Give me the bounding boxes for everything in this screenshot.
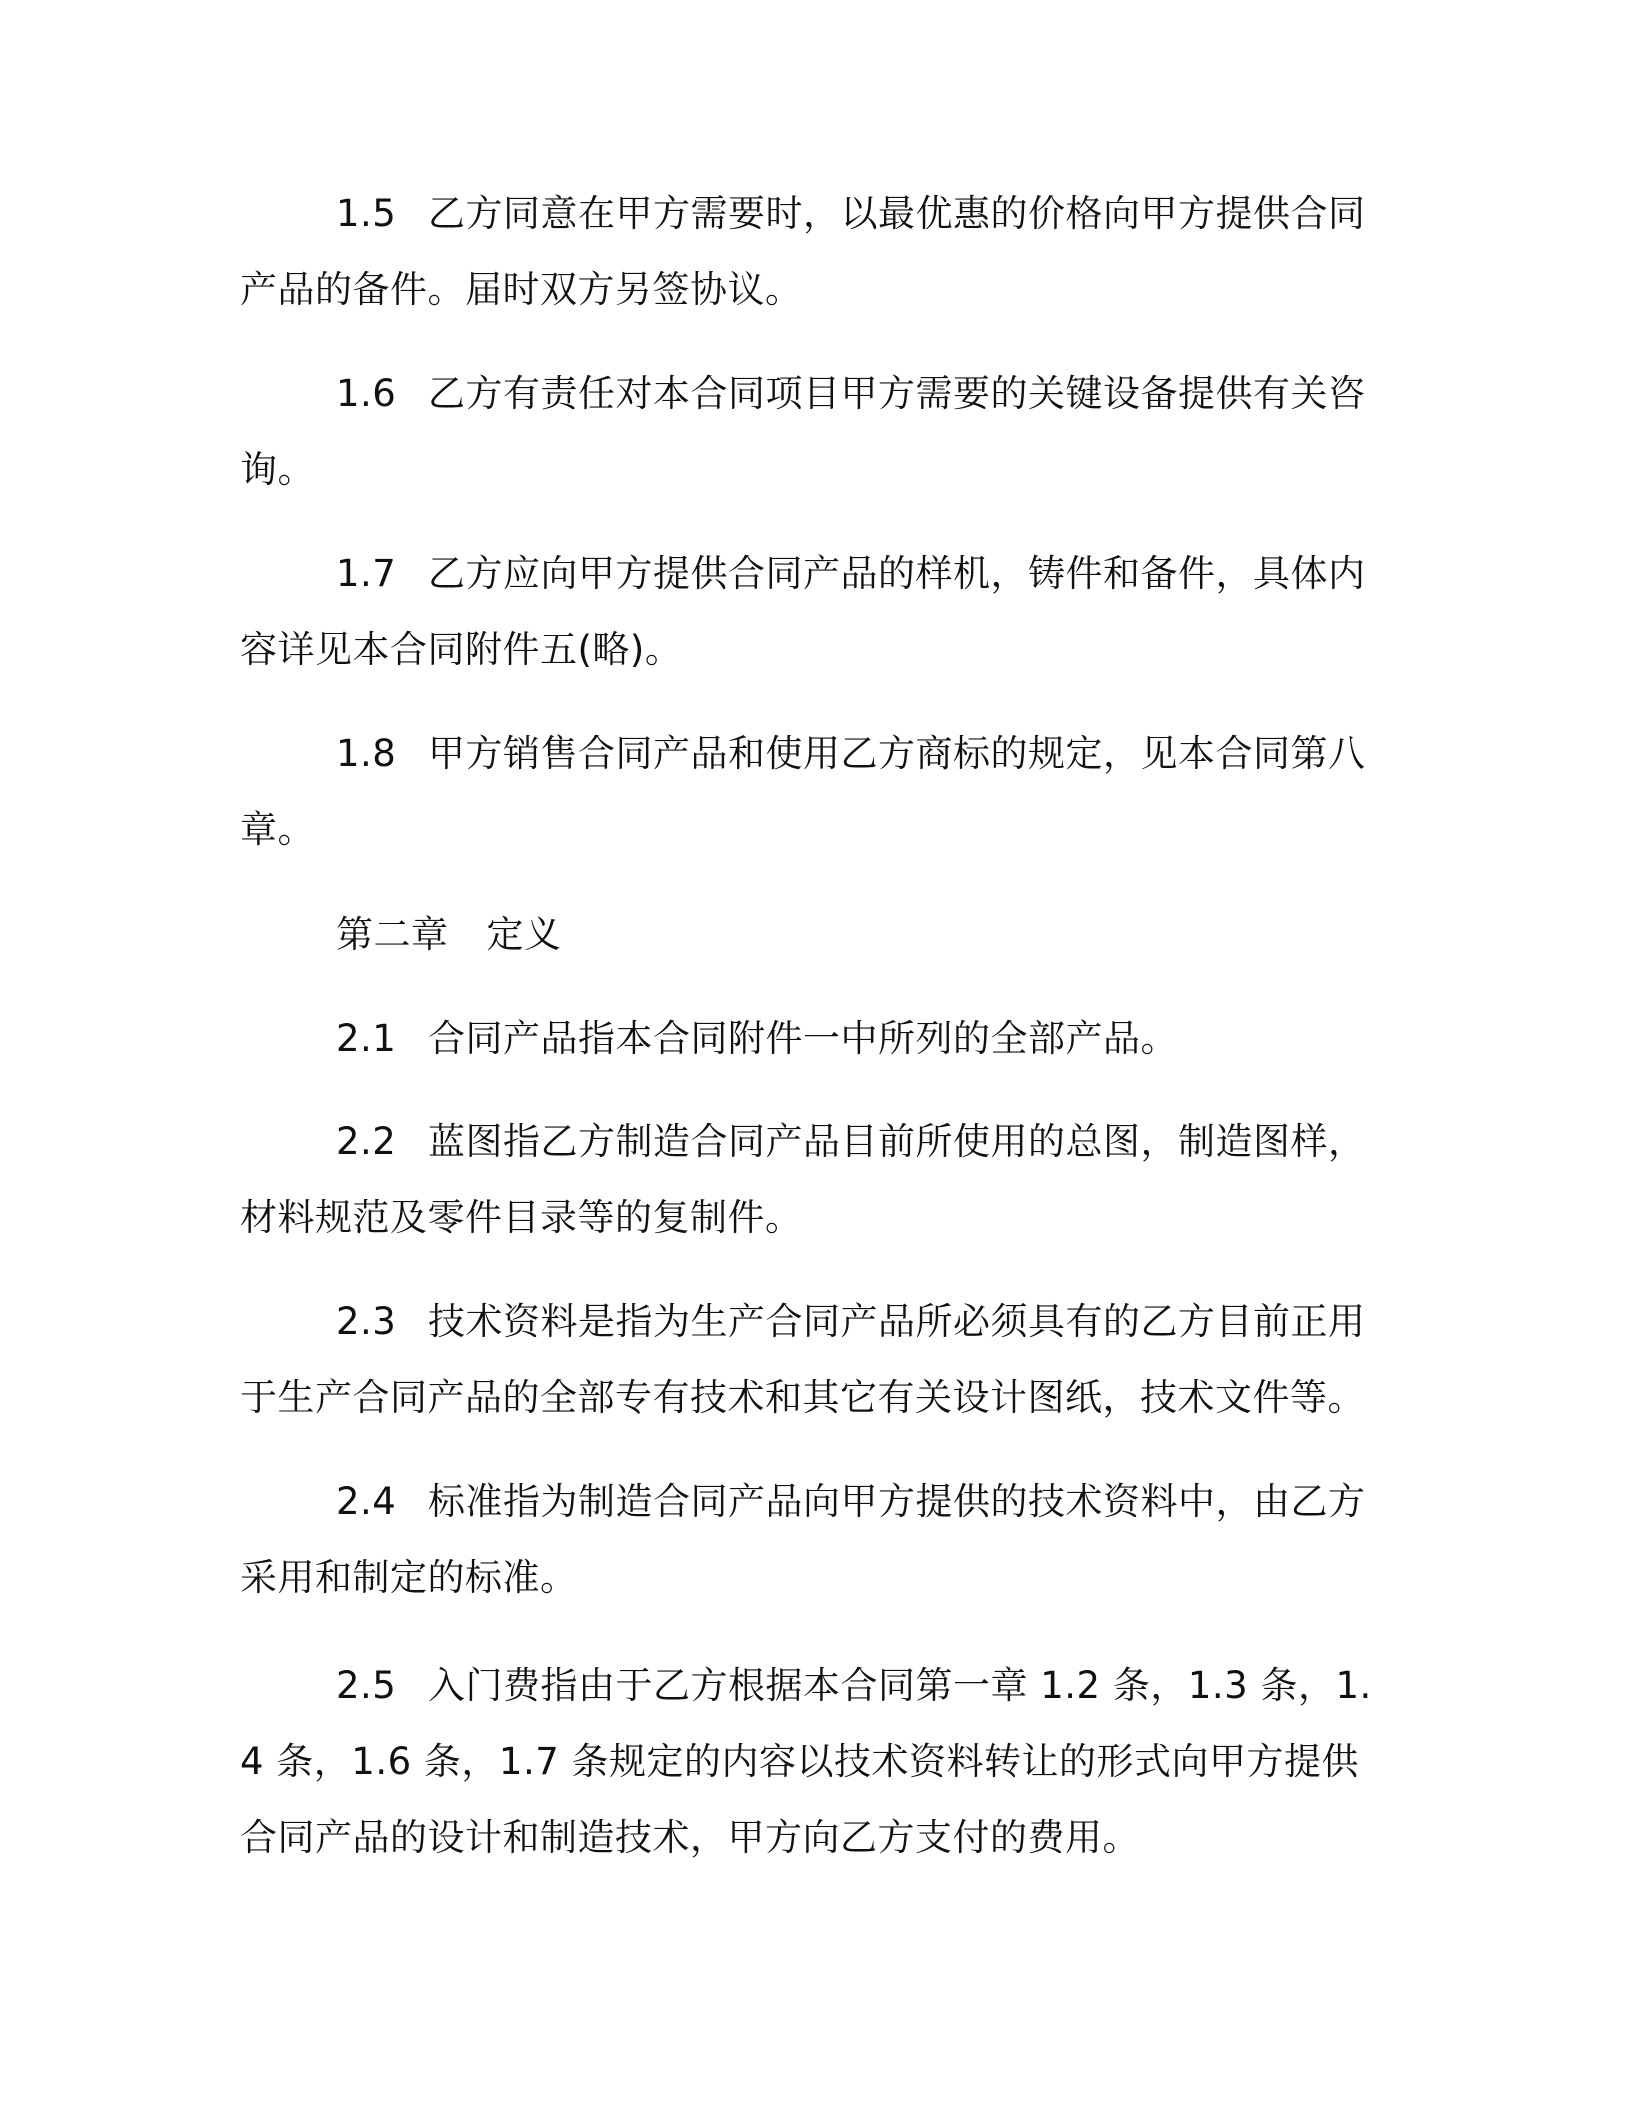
- definition-2-2: [240, 1104, 1375, 1256]
- clause-text: 甲方销售合同产品和使用乙方商标的规定，见本合同第八章。: [240, 732, 1366, 851]
- chapter-heading: [336, 897, 562, 973]
- clause-text: 入门费指由于乙方根据本合同第一章 1.2 条，1.3 条，1.4 条，1.6 条，1.7 条规定的内容以技术资料转让的形式向甲方提供合同产品的设计和制造技术，甲方向乙方支付的费用。: [240, 1664, 1372, 1859]
- clause-1-7: [240, 536, 1375, 688]
- clause-1-5: [240, 176, 1375, 328]
- clause-number: 1.6: [336, 372, 397, 415]
- definition-2-3: [240, 1284, 1375, 1436]
- definition-2-1: [240, 1001, 1375, 1077]
- clause-text: 乙方应向甲方提供合同产品的样机，铸件和备件，具体内容详见本合同附件五(略)。: [240, 552, 1366, 671]
- clause-number: 1.7: [336, 552, 397, 595]
- clause-text: 技术资料是指为生产合同产品所必须具有的乙方目前正用于生产合同产品的全部专有技术和其它有关设计图纸，技术文件等。: [240, 1300, 1366, 1419]
- definition-2-5: [240, 1648, 1375, 1876]
- clause-number: 2.4: [336, 1480, 397, 1523]
- clause-1-8: [240, 716, 1375, 868]
- definition-2-4: [240, 1464, 1375, 1616]
- clause-text: 合同产品指本合同附件一中所列的全部产品。: [428, 1017, 1178, 1060]
- clause-number: 1.5: [336, 192, 397, 235]
- clause-text: 标准指为制造合同产品向甲方提供的技术资料中，由乙方采用和制定的标准。: [240, 1480, 1366, 1599]
- clause-text: 乙方同意在甲方需要时，以最优惠的价格向甲方提供合同产品的备件。届时双方另签协议。: [240, 192, 1366, 311]
- chapter-title: 定义: [486, 913, 562, 956]
- clause-number: 2.3: [336, 1300, 397, 1343]
- chapter-label: 第二章: [336, 913, 449, 956]
- clause-text: 乙方有责任对本合同项目甲方需要的关键设备提供有关咨询。: [240, 372, 1366, 491]
- clause-1-6: [240, 356, 1375, 508]
- clause-number: 1.8: [336, 732, 397, 775]
- clause-number: 2.2: [336, 1120, 397, 1163]
- clause-text: 蓝图指乙方制造合同产品目前所使用的总图，制造图样，材料规范及零件目录等的复制件。: [240, 1120, 1366, 1239]
- clause-number: 2.1: [336, 1017, 397, 1060]
- clause-number: 2.5: [336, 1664, 397, 1707]
